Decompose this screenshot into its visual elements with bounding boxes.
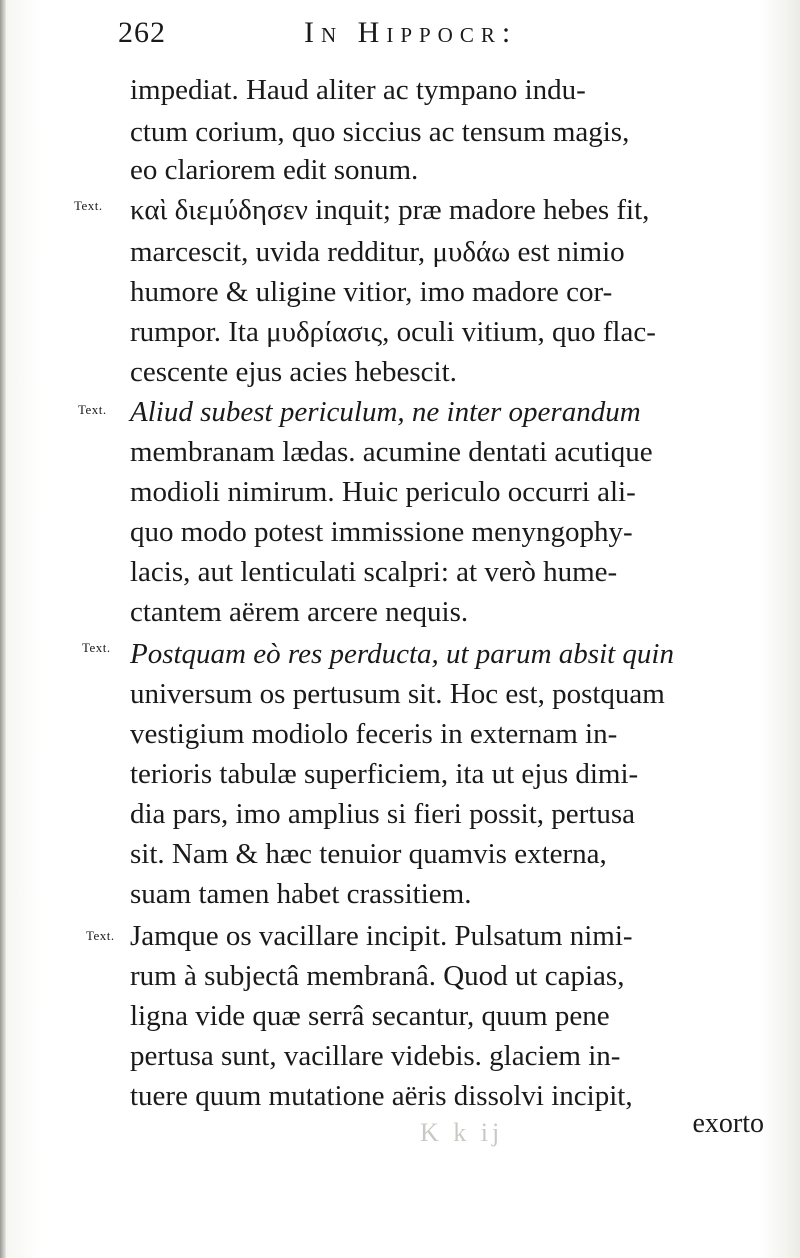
margin-note: Text. [78,402,107,417]
text-line: marcescit, uvida redditur, μυδάω est nimio [130,236,625,268]
text-line: terioris tabulæ superficiem, ita ut ejus dimi- [130,758,639,790]
text-line: ctum corium, quo siccius ac tensum magis, [130,116,630,148]
text-line: eo clariorem edit sonum. [130,154,419,186]
text-line: rumpor. Ita μυδρίασις, oculi vitium, quo flac- [130,316,656,348]
text-line: humore & uligine vitior, imo madore cor- [130,276,613,308]
margin-note: Text. [82,640,111,655]
text-line: rum à subjectâ membranâ. Quod ut capias, [130,960,625,992]
text-line: tuere quum mutatione aëris dissolvi incipit, [130,1080,633,1112]
text-line [130,392,641,436]
text-line: ligna vide quæ serrâ secantur, quum pene [130,1000,610,1032]
text-line [130,634,674,678]
text-line: impediat. Haud aliter ac tympano indu- [130,74,586,106]
page-gutter-shadow [0,0,6,1258]
text-line: membranam lædas. acumine dentati acutique [130,436,653,468]
text-line: cescente ejus acies hebescit. [130,356,457,388]
text-line: universum os pertusum sit. Hoc est, postquam [130,678,665,710]
text-line: pertusa sunt, vacillare videbis. glaciem in- [130,1040,621,1072]
page-number: 262 [118,16,166,49]
text-line: Jamque os vacillare incipit. Pulsatum nimi- [130,920,633,952]
page-header [118,14,778,64]
text-line: vestigium modiolo feceris in externam in- [130,718,618,750]
text-line: modioli nimirum. Huic periculo occurri ali- [130,476,636,508]
catchword: exorto [692,1108,764,1139]
lemma-text: Aliud subest periculum, ne inter operandum [130,396,641,428]
running-head: In Hippocr: [304,16,518,49]
signature-mark: K k ij [420,1118,504,1147]
margin-note: Text. [86,928,115,943]
text-line: καὶ διεμύδησεν inquit; præ madore hebes fit, [130,194,650,226]
margin-note: Text. [74,198,103,213]
text-line: quo modo potest immissione menyngophy- [130,516,633,548]
text-line: lacis, aut lenticulati scalpri: at verò hume- [130,556,618,588]
text-line: ctantem aërem arcere nequis. [130,596,469,628]
text-line: dia pars, imo amplius si fieri possit, pertusa [130,798,636,830]
lemma-text: Postquam eò res perducta, ut parum absit quin [130,638,674,670]
text-line: sit. Nam & hæc tenuior quamvis externa, [130,838,607,870]
text-line: suam tamen habet crassitiem. [130,878,472,910]
